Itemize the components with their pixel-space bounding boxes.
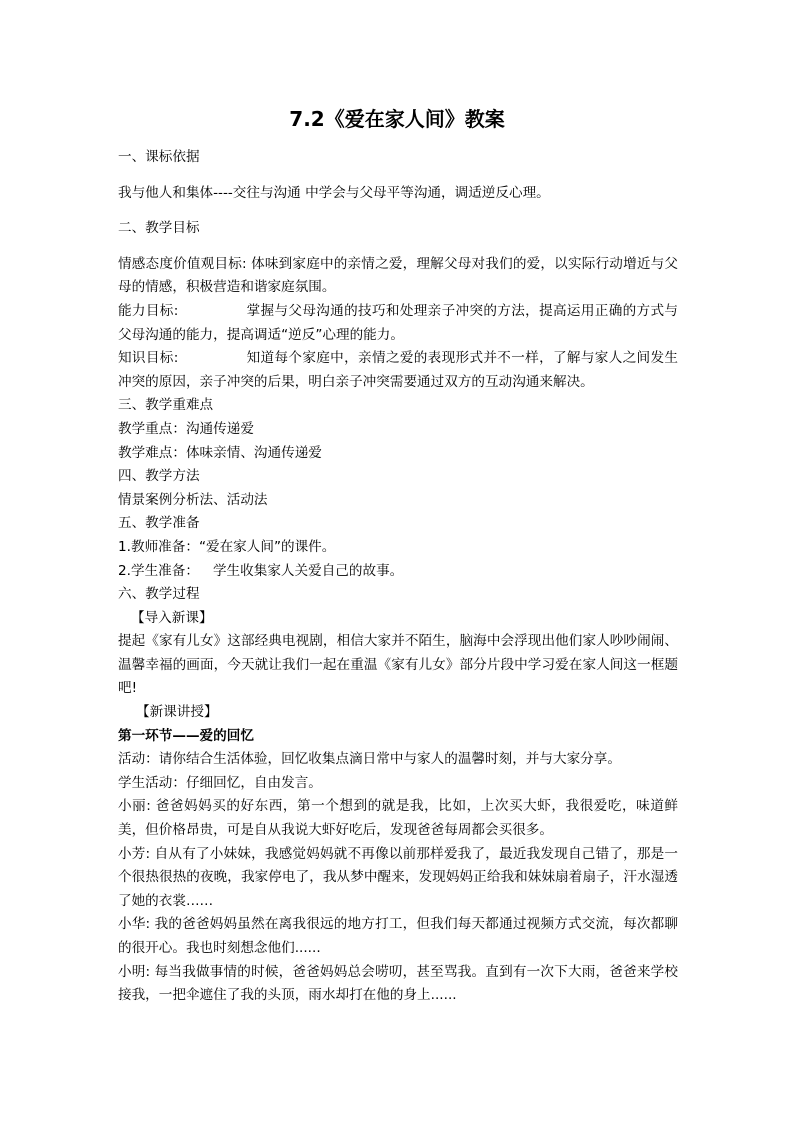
section-heading-key-points: 三、教学重难点 — [118, 397, 214, 414]
new-lesson-heading: 【新课讲授】 — [136, 704, 218, 721]
goal-ability-text: 掌握与父母沟通的技巧和处理亲子冲突的方法，提高运用正确的方式与父母沟通的能力，提高调适“逆反”心理的能力。 — [118, 302, 678, 343]
prep-student-label: 2.学生准备： — [118, 562, 199, 579]
section-heading-process: 六、教学过程 — [118, 586, 200, 603]
intro-heading: 【导入新课】 — [131, 609, 213, 626]
section-heading-methods: 四、教学方法 — [118, 468, 200, 485]
key-point: 教学重点：沟通传递爱 — [118, 420, 254, 437]
methods-text: 情景案例分析法、活动法 — [118, 491, 268, 508]
goal-ability — [118, 300, 678, 347]
part1-heading: 第一环节——爱的回忆 — [118, 727, 254, 744]
goal-knowledge-label: 知识目标: — [118, 350, 179, 367]
prep-student — [118, 560, 678, 584]
prep-teacher: 1.教师准备：“爱在家人间”的课件。 — [118, 538, 336, 555]
document-title: 7.2《爱在家人间》教案 — [289, 107, 505, 131]
section-heading-standards: 一、课标依据 — [118, 149, 200, 165]
story-xiaohua: 小华: 我的爸爸妈妈虽然在离我很远的地方打工，但我们每天都通过视频方式交流，每次都聊的很开心。我也时刻想念他们...... — [118, 916, 678, 956]
story-xiaoli: 小丽: 爸爸妈妈买的好东西，第一个想到的就是我，比如，上次买大虾，我很爱吃，味道鲜美，但价格昂贵，可是自从我说大虾好吃后，发现爸爸每周都会买很多。 — [118, 798, 678, 839]
story-xiaofang: 小芳: 自从有了小妹妹，我感觉妈妈就不再像以前那样爱我了，最近我发现自己错了，那是一个很热很热的夜晚，我家停电了，我从梦中醒来，发现妈妈正给我和妹妹扇着扇子，汗水湿透了她的衣裳…… — [118, 845, 678, 909]
goal-knowledge-text: 知道每个家庭中，亲情之爱的表现形式并不一样，了解与家人之间发生冲突的原因，亲子冲突的后果，明白亲子冲突需要通过双方的互动沟通来解决。 — [118, 350, 678, 390]
goal-knowledge — [118, 347, 678, 394]
student-activity-text: 学生活动：仔细回忆，自由发言。 — [118, 774, 322, 791]
section-heading-preparation: 五、教学准备 — [118, 515, 200, 532]
document-body — [118, 146, 678, 1008]
prep-student-text: 学生收集家人关爱自己的故事。 — [212, 562, 404, 579]
activity-text: 活动：请你结合生活体验，回忆收集点滴日常中与家人的温馨时刻，并与大家分享。 — [118, 751, 621, 768]
goal-emotion: 情感态度价值观目标: 体味到家庭中的亲情之爱，理解父母对我们的爱，以实际行动增近与父母的情感，积极营造和谐家庭氛围。 — [118, 255, 678, 296]
story-xiaoming: 小明: 每当我做事情的时候，爸爸妈妈总会唠叨，甚至骂我。直到有一次下大雨，爸爸来学校接我，一把伞遮住了我的头顶，雨水却打在他的身上...... — [118, 963, 678, 1004]
standards-text: 我与他人和集体----交往与沟通 中学会与父母平等沟通，调适逆反心理。 — [118, 184, 550, 201]
difficult-point: 教学难点：体味亲情、沟通传递爱 — [118, 444, 322, 461]
intro-text: 提起《家有儿女》这部经典电视剧，相信大家并不陌生，脑海中会浮现出他们家人吵吵闹闹、温馨幸福的画面，今天就让我们一起在重温《家有儿女》部分片段中学习爱在家人间这一框题吧! — [118, 633, 678, 697]
goal-ability-label: 能力目标: — [118, 302, 179, 319]
section-heading-goals: 二、教学目标 — [118, 220, 200, 237]
